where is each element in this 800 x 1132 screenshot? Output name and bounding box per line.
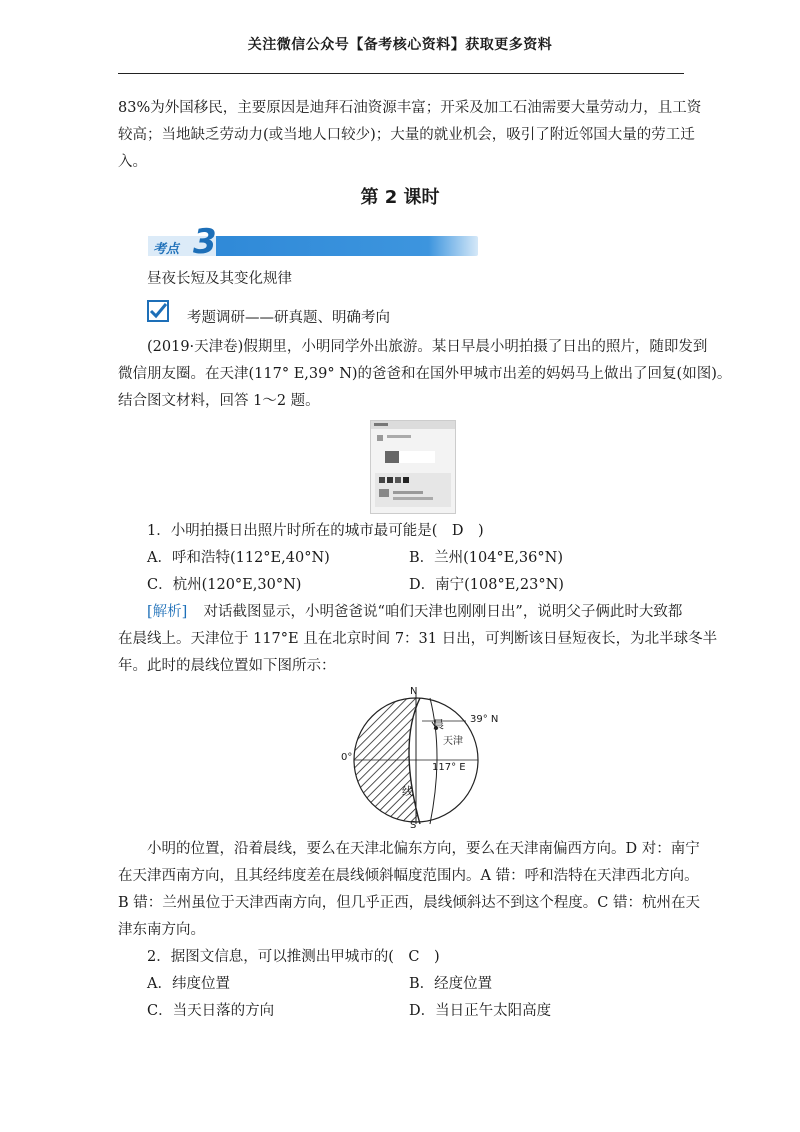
diagram-label-lon: 117° E	[432, 762, 466, 773]
intro-line-1: 83%为外国移民，主要原因是迪拜石油资源丰富；开采及加工石油需要大量劳动力，且工资	[118, 100, 702, 116]
intro-line-3: 入。	[118, 154, 147, 170]
stem-line-1: (2019·天津卷)假期里，小明同学外出旅游。某日早晨小明拍摄了日出的照片，随即发到	[147, 339, 708, 355]
q1-option-a: A．呼和浩特(112°E,40°N)	[147, 550, 330, 566]
diagram-label-chen: 晨	[433, 718, 444, 731]
stem-line-3: 结合图文材料，回答 1～2 题。	[118, 393, 320, 409]
q1-option-b: B．兰州(104°E,36°N)	[409, 550, 563, 566]
explain-line-4: 津东南方向。	[118, 922, 205, 938]
q2-option-d: D．当日正午太阳高度	[409, 1003, 552, 1019]
analysis-line-1: 对话截图显示，小明爸爸说“咱们天津也刚刚日出”，说明父子俩此时大致都	[189, 604, 683, 620]
q2-text: 2．据图文信息，可以推测出甲城市的( C )	[147, 949, 440, 965]
wechat-screenshot-image	[370, 420, 456, 514]
q2-option-c: C．当天日落的方向	[147, 1003, 275, 1019]
explain-line-2: 在天津西南方向，且其经纬度差在晨线倾斜幅度范围内。A 错：呼和浩特在天津西北方向。	[118, 868, 699, 884]
explain-line-3: B 错：兰州虽位于天津西南方向，但几乎正西，晨线倾斜达不到这个程度。C 错：杭州在天	[118, 895, 700, 911]
section-label: 考题调研——研真题、明确考向	[187, 310, 390, 326]
q2-option-a: A．纬度位置	[147, 976, 230, 992]
diagram-label-zero: 0°	[341, 752, 353, 763]
diagram-label-south: S	[410, 820, 417, 831]
analysis-line-2: 在晨线上。天津位于 117°E 且在北京时间 7：31 日出，可判断该日昼短夜长，为北半球冬半	[118, 631, 718, 647]
intro-line-2: 较高；当地缺乏劳动力(或当地人口较少)；大量的就业机会，吸引了附近邻国大量的劳工迁	[118, 127, 695, 143]
checkbox-icon	[147, 300, 169, 322]
q1-text: 1．小明拍摄日出照片时所在的城市最可能是( D )	[147, 523, 484, 539]
analysis-tag: [解析]	[147, 604, 188, 620]
diagram-label-tianjin: 天津	[443, 736, 463, 747]
page-header: 关注微信公众号【备考核心资料】获取更多资料	[247, 37, 553, 53]
lesson-title: 第 2 课时	[360, 187, 440, 208]
analysis-line-3: 年。此时的晨线位置如下图所示：	[118, 658, 336, 674]
diagram-label-xian: 线	[402, 785, 413, 798]
q2-option-b: B．经度位置	[409, 976, 493, 992]
q1-option-d: D．南宁(108°E,23°N)	[409, 577, 564, 593]
explain-line-1: 小明的位置，沿着晨线，要么在天津北偏东方向，要么在天津南偏西方向。D 对：南宁	[147, 841, 700, 857]
diagram-label-lat: 39° N	[470, 714, 499, 725]
header-divider	[118, 73, 684, 74]
kaodian-number: 3	[193, 222, 217, 262]
dawn-line-globe-diagram	[336, 684, 499, 828]
kaodian-label: 考点	[153, 242, 180, 257]
q1-option-c: C．杭州(120°E,30°N)	[147, 577, 302, 593]
topic-heading: 昼夜长短及其变化规律	[147, 271, 292, 287]
diagram-label-north: N	[410, 686, 418, 697]
stem-line-2: 微信朋友圈。在天津(117° E,39° N)的爸爸和在国外甲城市出差的妈妈马上做出了回复(如图)。	[118, 366, 732, 382]
